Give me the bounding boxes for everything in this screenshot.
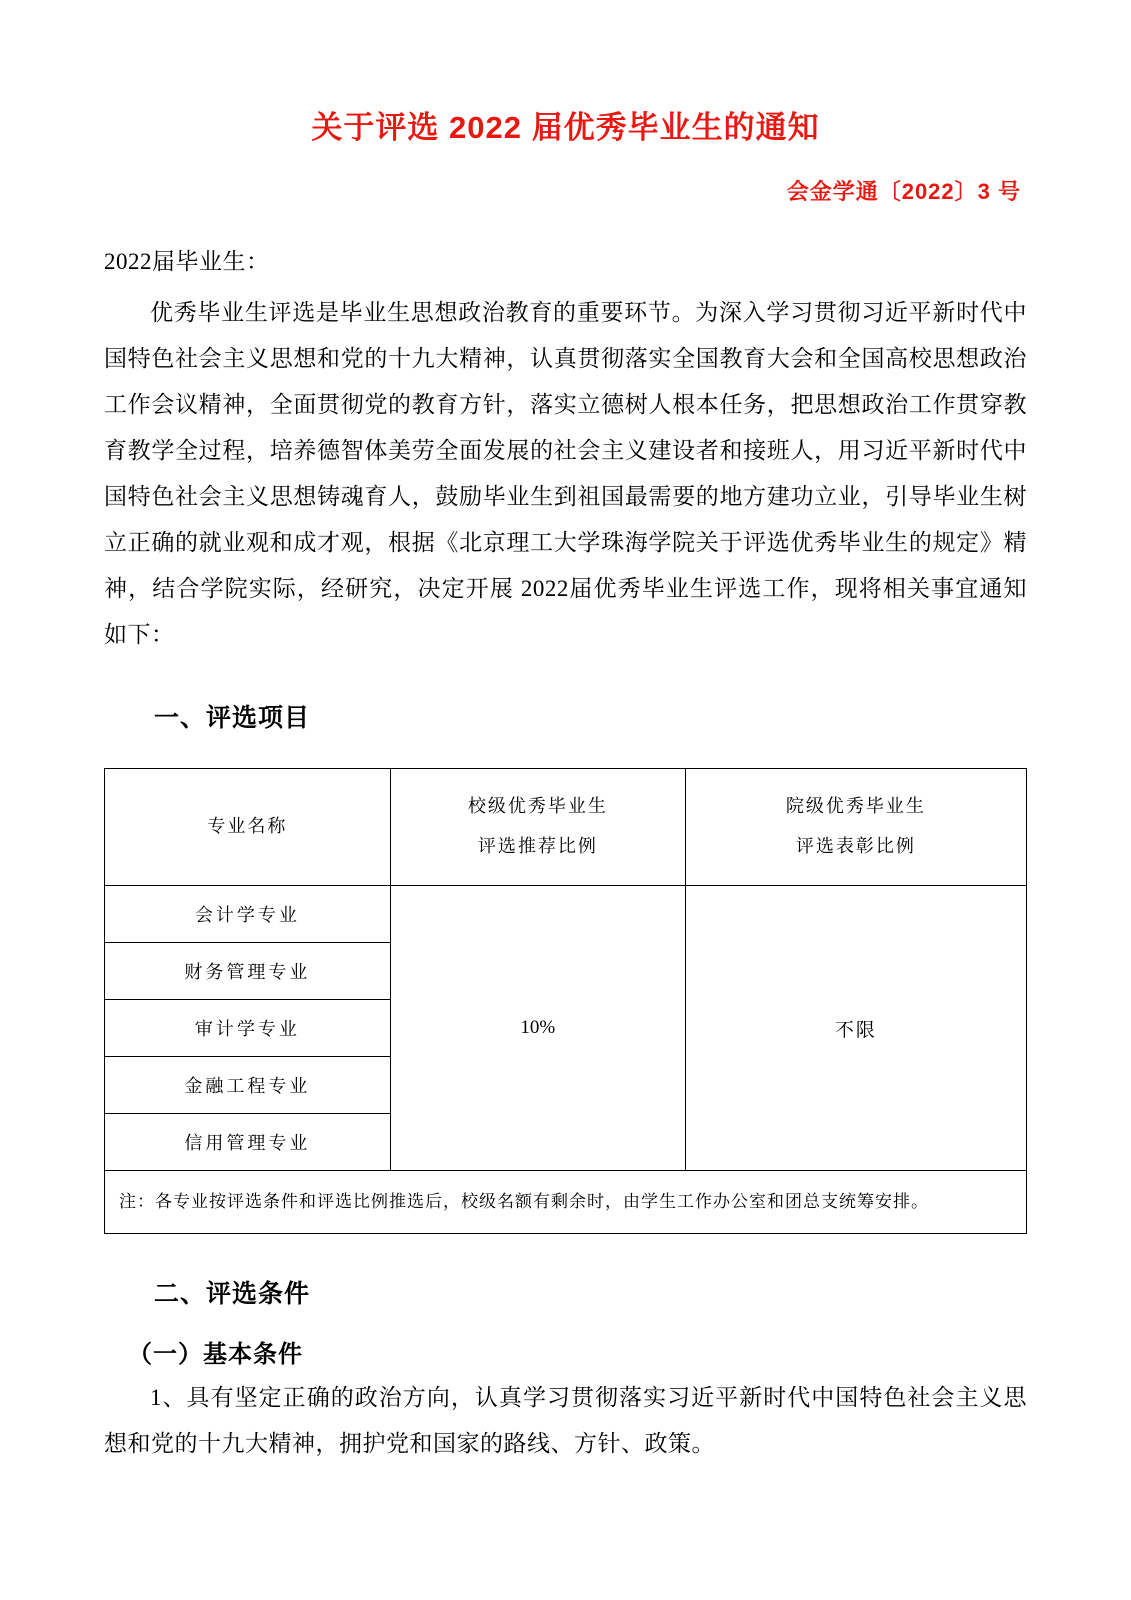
table-header-major — [105, 769, 391, 886]
table-header-major-line1: 专业名称 — [207, 816, 288, 837]
table-header-college-line2: 评选表彰比例 — [795, 836, 916, 857]
table-row — [105, 886, 1027, 943]
page-title: 关于评选 2022 届优秀毕业生的通知 — [311, 110, 820, 145]
college-ratio-cell: 不限 — [685, 886, 1026, 1171]
condition-item-1: 1、具有坚定正确的政治方向，认真学习贯彻落实习近平新时代中国特色社会主义思想和党的十九大精神，拥护党和国家的路线、方针、政策。 — [104, 1385, 1027, 1457]
table-note: 注：各专业按评选条件和评选比例推选后，校级名额有剩余时，由学生工作办公室和团总支统筹安排。 — [105, 1171, 1027, 1234]
major-name-cell: 财务管理专业 — [105, 943, 391, 1000]
major-name-cell: 信用管理专业 — [105, 1114, 391, 1171]
major-name-cell: 会计学专业 — [105, 886, 391, 943]
table-header-college — [685, 769, 1026, 886]
section-heading-two: 二、评选条件 — [154, 1280, 311, 1309]
salutation: 2022届毕业生： — [104, 249, 270, 275]
table-header-college-line1: 院级优秀毕业生 — [785, 796, 926, 817]
document-number: 会金学通〔2022〕3 号 — [786, 179, 1021, 205]
section-heading-one: 一、评选项目 — [154, 704, 311, 733]
table-note-row — [105, 1171, 1027, 1234]
ratio-table — [104, 768, 1027, 1234]
table-header-row — [105, 769, 1027, 886]
table-header-school — [390, 769, 685, 886]
intro-paragraph: 优秀毕业生评选是毕业生思想政治教育的重要环节。为深入学习贯彻习近平新时代中国特色社会主义思想和党的十九大精神，认真贯彻落实全国教育大会和全国高校思想政治工作会议精神，全面贯彻党的教育方针，落实立德树人根本任务，把思想政治工作贯穿教育教学全过程，培养德智体美劳全面发展的社会主义建设者和接班人，用习近平新时代中国特色社会主义思想铸魂育人，鼓励毕业生到祖国最需要的地方建功立业，引导毕业生树立正确的就业观和成才观，根据《北京理工大学珠海学院关于评选优秀毕业生的规定》精神，结合学院实际，经研究，决定开展 2022届优秀毕业生评选工作，现将相关事宜通知如下： — [104, 300, 1027, 648]
table-header-school-line1: 校级优秀毕业生 — [467, 796, 608, 817]
major-name-cell: 金融工程专业 — [105, 1057, 391, 1114]
school-ratio-cell: 10% — [390, 886, 685, 1171]
subsection-heading-basic-conditions: （一）基本条件 — [128, 1341, 303, 1369]
table-header-school-line2: 评选推荐比例 — [477, 836, 598, 857]
major-name-cell: 审计学专业 — [105, 1000, 391, 1057]
